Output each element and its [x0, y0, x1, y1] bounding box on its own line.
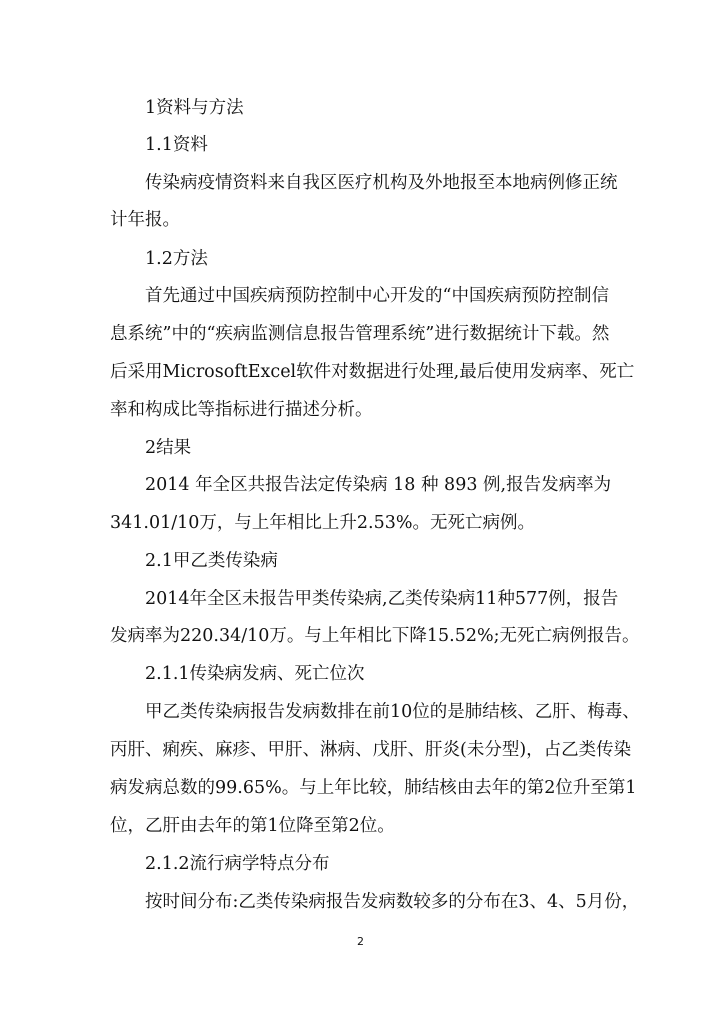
- paragraph-line: 传染病疫情资料来自我区医疗机构及外地报至本地病例修正统: [145, 173, 618, 193]
- paragraph-line: 率和构成比等指标进行描述分析。: [110, 400, 373, 420]
- paragraph-line: 按时间分布:乙类传染病报告发病数较多的分布在3、4、5月份，: [145, 892, 640, 912]
- paragraph-line: 2014 年全区共报告法定传染病 18 种 893 例,报告发病率为: [145, 475, 612, 495]
- paragraph-line: 首先通过中国疾病预防控制中心开发的“中国疾病预防控制信: [145, 286, 609, 306]
- paragraph-line: 341.01/10万，与上年相比上升2.53%。无死亡病例。: [110, 513, 535, 533]
- page-number: 2: [357, 935, 364, 948]
- section-heading-methods: 1资料与方法: [145, 98, 244, 118]
- section-heading-results: 2结果: [145, 438, 192, 458]
- paragraph-line: 甲乙类传染病报告发病数排在前10位的是肺结核、乙肝、梅毒、: [145, 702, 640, 722]
- paragraph-line: 息系统”中的“疾病监测信息报告管理系统”进行数据统计下载。然: [110, 324, 610, 344]
- subheading-ranking: 2.1.1传染病发病、死亡位次: [145, 664, 365, 684]
- paragraph-line: 位，乙肝由去年的第1位降至第2位。: [110, 816, 395, 836]
- paragraph-line: 2014年全区未报告甲类传染病,乙类传染病11种577例，报告: [145, 589, 619, 609]
- subheading-epidemiology: 2.1.2流行病学特点分布: [145, 854, 330, 874]
- subheading-class-ab: 2.1甲乙类传染病: [145, 551, 278, 571]
- paragraph-line: 发病率为220.34/10万。与上年相比下降15.52%;无死亡病例报告。: [110, 626, 640, 646]
- paragraph-line: 后采用MicrosoftExcel软件对数据进行处理,最后使用发病率、死亡: [110, 362, 635, 382]
- subheading-method: 1.2方法: [145, 249, 208, 269]
- subheading-materials: 1.1资料: [145, 135, 208, 155]
- paragraph-line: 病发病总数的99.65%。与上年比较，肺结核由去年的第2位升至第1: [110, 778, 637, 798]
- paragraph-line: 计年报。: [110, 210, 180, 230]
- paragraph-line: 丙肝、痢疾、麻疹、甲肝、淋病、戊肝、肝炎(未分型)，占乙类传染: [110, 740, 632, 760]
